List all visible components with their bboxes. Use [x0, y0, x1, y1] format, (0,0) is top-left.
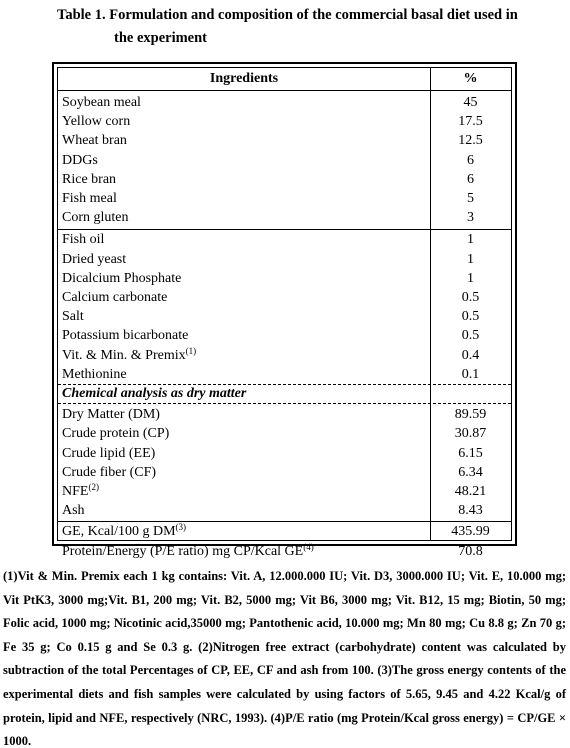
ingredient-name: NFE$^{(2)}$	[62, 482, 99, 499]
table-row	[58, 208, 511, 227]
percent-value: 12.5	[458, 133, 483, 149]
percent-value: 435.99	[451, 524, 490, 540]
ingredient-name: Dry Matter (DM)	[62, 407, 160, 423]
percent-value: 1	[467, 251, 474, 267]
percent-value: 0.5	[461, 328, 480, 344]
table-row	[58, 424, 511, 443]
caption-line-2: the experiment	[114, 30, 208, 46]
table-row	[58, 131, 511, 150]
ingredient-name: Salt	[62, 309, 84, 325]
percent-value: 0.1	[461, 366, 480, 382]
percent-value: 45	[463, 95, 478, 110]
percent-value: 1	[467, 232, 474, 248]
table-row	[58, 501, 511, 520]
percent-value: 8.43	[458, 503, 483, 519]
footnote-marker: (2)	[88, 482, 99, 492]
section-heading: Chemical analysis as dry matter	[62, 386, 247, 401]
table-row	[58, 307, 511, 326]
header-ingredients: Ingredients	[209, 71, 279, 86]
ingredient-name: Crude lipid (EE)	[62, 445, 156, 461]
table-row	[58, 170, 511, 189]
table-row	[58, 405, 511, 424]
percent-value: 0.5	[461, 290, 480, 305]
ingredient-name: Corn gluten	[62, 210, 129, 226]
ingredient-name: Soybean meal	[62, 95, 141, 110]
ingredient-name: Crude protein (CP)	[62, 426, 170, 442]
footnote-marker: (4)	[303, 541, 314, 552]
ingredient-name: Crude fiber (CF)	[62, 464, 157, 480]
composition-table	[52, 62, 517, 559]
percent-value: 5	[467, 191, 474, 206]
ingredient-name: Potassium bicarbonate	[62, 328, 189, 344]
table-header	[58, 68, 511, 91]
table-row	[58, 112, 511, 131]
section-divider	[58, 403, 511, 404]
percent-value: 89.59	[454, 407, 487, 423]
table-row	[58, 230, 511, 249]
table-row	[58, 346, 511, 365]
percent-value: 6	[467, 152, 474, 168]
table-caption	[57, 4, 557, 50]
table-row	[58, 482, 511, 501]
ingredient-name: Vit. & Min. & Premix$^{(1)}$	[62, 345, 197, 363]
table-row	[58, 93, 511, 112]
footnote-marker: (3)	[175, 522, 187, 533]
table-row	[58, 542, 511, 561]
percent-value: 6.34	[458, 464, 483, 480]
ingredient-name: Dicalcium Phosphate	[62, 270, 182, 286]
table-row	[58, 444, 511, 463]
ingredient-name: Protein/Energy (P/E ratio) mg CP/Kcal GE$^{(4)}$	[62, 541, 314, 559]
ingredient-name: Dried yeast	[62, 251, 127, 267]
ingredient-name: GE, Kcal/100 g DM$^{(3)}$	[62, 522, 187, 540]
percent-value: 3	[467, 210, 474, 226]
percent-value: 48.21	[454, 484, 487, 499]
ingredient-name: Fish meal	[62, 191, 117, 206]
ingredient-name: Wheat bran	[62, 133, 127, 149]
table-row	[58, 269, 511, 288]
table-row	[58, 189, 511, 208]
ingredient-name: Yellow corn	[62, 114, 131, 130]
caption-line-1: Table 1. Formulation and composition of the commercial basal diet used in	[57, 7, 518, 23]
percent-value: 0.5	[461, 309, 480, 325]
ingredient-name: Fish oil	[62, 232, 105, 248]
ingredient-name: Rice bran	[62, 171, 117, 187]
percent-value: 1	[467, 270, 474, 286]
ingredient-name: DDGs	[62, 152, 98, 168]
percent-value: 30.87	[454, 426, 487, 442]
ingredient-name: Ash	[62, 503, 85, 519]
footnote-marker: (1)	[185, 345, 197, 356]
table-row	[58, 522, 511, 541]
table-footnotes: (1)Vit & Min. Premix each 1 kg contains: Vit. A, 12.000.000 IU; Vit. D3, 3000.000 IU; Vit. E, 10.000 mg; Vit PtK3, 3000 mg;Vit. B1, 200 mg; Vit. B2, 5000 mg; Vit B6, 3000 mg; Vit. B12, 15 mg; Biotin, 50 mg; Folic acid, 1000 mg; Nicotinic acid,35000 mg; Pantothenic acid, 10.000 mg; Mn 80 mg; Cu 8.8 g; Zn 70 g; Fe 35 g; Co 0.15 g and Se 0.3 g. (2)Nitrogen free extract (carbohydrate) content was calculated by subtraction of the total Percentages of CP, EE, CF and ash from 100. (3)The gross energy contents of the experimental diets and fish samples were calculated by using factors of 5.65, 9.45 and 4.22 Kcal/g of protein, lipid and NFE, respectively (NRC, 1993). (4)P/E ratio (mg Protein/Kcal gross energy) = CP/GE × 1000.	[3, 569, 566, 748]
table-row	[58, 463, 511, 482]
table-row	[58, 365, 511, 384]
percent-value: 17.5	[458, 114, 483, 130]
ingredient-name: Calcium carbonate	[62, 290, 168, 305]
percent-value: 6.15	[458, 445, 483, 461]
table-row	[58, 326, 511, 345]
percent-value: 0.4	[461, 347, 480, 363]
table-row	[58, 288, 511, 307]
percent-value: 6	[467, 171, 474, 187]
percent-value: 70.8	[458, 543, 483, 559]
table-body	[57, 67, 512, 559]
table-row	[58, 250, 511, 269]
table-row	[58, 151, 511, 170]
section-heading-row	[58, 384, 511, 403]
ingredient-name: Methionine	[62, 366, 127, 382]
header-percent: %	[463, 71, 478, 86]
